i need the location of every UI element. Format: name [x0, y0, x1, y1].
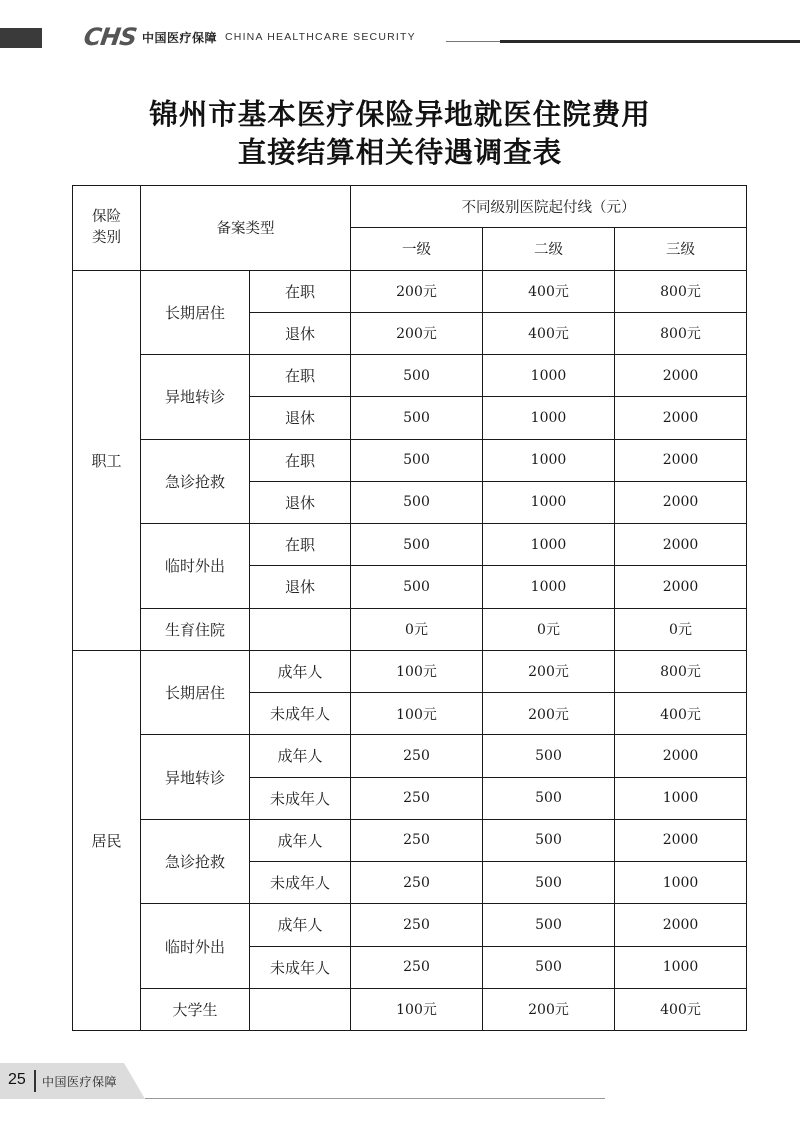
filing-type-cell: 急诊抢救 [141, 439, 250, 524]
threshold-level-1-cell: 250 [351, 946, 483, 988]
benefits-table [72, 185, 747, 1031]
personnel-type-cell: 退休 [250, 397, 351, 439]
threshold-level-2-cell: 500 [483, 819, 615, 861]
table-row [73, 355, 747, 397]
threshold-level-1-cell: 500 [351, 481, 483, 523]
filing-type-cell: 急诊抢救 [141, 819, 250, 904]
threshold-level-2-cell: 1000 [483, 439, 615, 481]
threshold-level-3-cell: 2000 [615, 524, 747, 566]
threshold-level-2-cell: 500 [483, 904, 615, 946]
table-row [73, 650, 747, 692]
title-line-1: 锦州市基本医疗保险异地就医住院费用 [149, 98, 651, 131]
personnel-type-cell: 在职 [250, 270, 351, 312]
threshold-level-1-cell: 250 [351, 735, 483, 777]
filing-type-cell: 大学生 [141, 988, 250, 1030]
personnel-type-cell: 未成年人 [250, 946, 351, 988]
personnel-type-cell: 成年人 [250, 819, 351, 861]
page-number: 25 [8, 1071, 26, 1088]
table-row [73, 904, 747, 946]
header-threshold-group: 不同级别医院起付线（元） [351, 186, 747, 228]
footer-publication: 中国医疗保障 [42, 1075, 118, 1089]
header-level-2: 二级 [483, 228, 615, 270]
filing-type-cell: 临时外出 [141, 904, 250, 989]
threshold-level-3-cell: 2000 [615, 481, 747, 523]
threshold-level-3-cell: 400元 [615, 693, 747, 735]
benefits-table-body [73, 186, 747, 1031]
header-level-1: 一级 [351, 228, 483, 270]
threshold-level-1-cell: 500 [351, 355, 483, 397]
threshold-level-3-cell: 1000 [615, 946, 747, 988]
personnel-type-cell: 在职 [250, 355, 351, 397]
footer-separator [34, 1070, 36, 1092]
threshold-level-1-cell: 100元 [351, 650, 483, 692]
insurance-type-cell: 居民 [73, 650, 141, 1030]
personnel-type-cell: 成年人 [250, 735, 351, 777]
personnel-type-cell: 未成年人 [250, 777, 351, 819]
footer-rule [145, 1098, 605, 1099]
threshold-level-3-cell: 0元 [615, 608, 747, 650]
threshold-level-3-cell: 1000 [615, 862, 747, 904]
table-row [73, 439, 747, 481]
threshold-level-1-cell: 500 [351, 524, 483, 566]
personnel-type-cell: 成年人 [250, 904, 351, 946]
personnel-type-cell: 在职 [250, 439, 351, 481]
threshold-level-2-cell: 500 [483, 777, 615, 819]
threshold-level-3-cell: 800元 [615, 312, 747, 354]
personnel-type-cell [250, 608, 351, 650]
personnel-type-cell: 成年人 [250, 650, 351, 692]
threshold-level-2-cell: 200元 [483, 650, 615, 692]
filing-type-cell: 临时外出 [141, 524, 250, 609]
header-insurance-type [73, 186, 141, 271]
header-rule-thin [446, 41, 500, 42]
threshold-level-3-cell: 2000 [615, 439, 747, 481]
threshold-level-2-cell: 1000 [483, 566, 615, 608]
header-insurance-type-text: 保险类别 [92, 208, 121, 246]
header-org-cn: 中国医疗保障 [141, 30, 217, 45]
threshold-level-1-cell: 100元 [351, 693, 483, 735]
threshold-level-3-cell: 2000 [615, 397, 747, 439]
threshold-level-3-cell: 2000 [615, 904, 747, 946]
personnel-type-cell [250, 988, 351, 1030]
filing-type-cell: 生育住院 [141, 608, 250, 650]
header-level-3: 三级 [615, 228, 747, 270]
personnel-type-cell: 在职 [250, 524, 351, 566]
threshold-level-2-cell: 1000 [483, 481, 615, 523]
threshold-level-2-cell: 400元 [483, 312, 615, 354]
filing-type-cell: 异地转诊 [141, 735, 250, 820]
table-row [73, 524, 747, 566]
threshold-level-1-cell: 250 [351, 862, 483, 904]
threshold-level-1-cell: 500 [351, 439, 483, 481]
threshold-level-1-cell: 500 [351, 566, 483, 608]
threshold-level-3-cell: 2000 [615, 566, 747, 608]
threshold-level-1-cell: 200元 [351, 312, 483, 354]
threshold-level-2-cell: 0元 [483, 608, 615, 650]
header-logo [84, 24, 416, 50]
threshold-level-3-cell: 2000 [615, 735, 747, 777]
threshold-level-1-cell: 100元 [351, 988, 483, 1030]
page-title [0, 96, 800, 172]
personnel-type-cell: 未成年人 [250, 693, 351, 735]
table-row [73, 270, 747, 312]
table-header-row-1 [73, 186, 747, 228]
personnel-type-cell: 退休 [250, 481, 351, 523]
threshold-level-2-cell: 200元 [483, 693, 615, 735]
threshold-level-1-cell: 250 [351, 904, 483, 946]
personnel-type-cell: 未成年人 [250, 862, 351, 904]
threshold-level-1-cell: 0元 [351, 608, 483, 650]
threshold-level-3-cell: 800元 [615, 650, 747, 692]
chs-logo-mark: CHS [82, 23, 138, 51]
filing-type-cell: 长期居住 [141, 650, 250, 735]
personnel-type-cell: 退休 [250, 566, 351, 608]
filing-type-cell: 异地转诊 [141, 355, 250, 440]
threshold-level-1-cell: 250 [351, 819, 483, 861]
threshold-level-3-cell: 2000 [615, 819, 747, 861]
threshold-level-2-cell: 1000 [483, 397, 615, 439]
header-rule-thick [500, 40, 800, 43]
threshold-level-3-cell: 400元 [615, 988, 747, 1030]
table-row [73, 988, 747, 1030]
filing-type-cell: 长期居住 [141, 270, 250, 355]
threshold-level-2-cell: 500 [483, 735, 615, 777]
header-accent-block [0, 28, 42, 48]
threshold-level-2-cell: 1000 [483, 355, 615, 397]
header-filing-type: 备案类型 [141, 186, 351, 271]
table-row [73, 735, 747, 777]
threshold-level-2-cell: 400元 [483, 270, 615, 312]
threshold-level-2-cell: 500 [483, 946, 615, 988]
threshold-level-3-cell: 800元 [615, 270, 747, 312]
header-org-en: CHINA HEALTHCARE SECURITY [225, 31, 416, 43]
table-row [73, 819, 747, 861]
table-row [73, 608, 747, 650]
threshold-level-3-cell: 2000 [615, 355, 747, 397]
personnel-type-cell: 退休 [250, 312, 351, 354]
threshold-level-1-cell: 250 [351, 777, 483, 819]
threshold-level-2-cell: 200元 [483, 988, 615, 1030]
threshold-level-1-cell: 500 [351, 397, 483, 439]
title-line-2: 直接结算相关待遇调查表 [237, 136, 563, 169]
insurance-type-cell: 职工 [73, 270, 141, 650]
threshold-level-2-cell: 500 [483, 862, 615, 904]
threshold-level-3-cell: 1000 [615, 777, 747, 819]
threshold-level-1-cell: 200元 [351, 270, 483, 312]
threshold-level-2-cell: 1000 [483, 524, 615, 566]
